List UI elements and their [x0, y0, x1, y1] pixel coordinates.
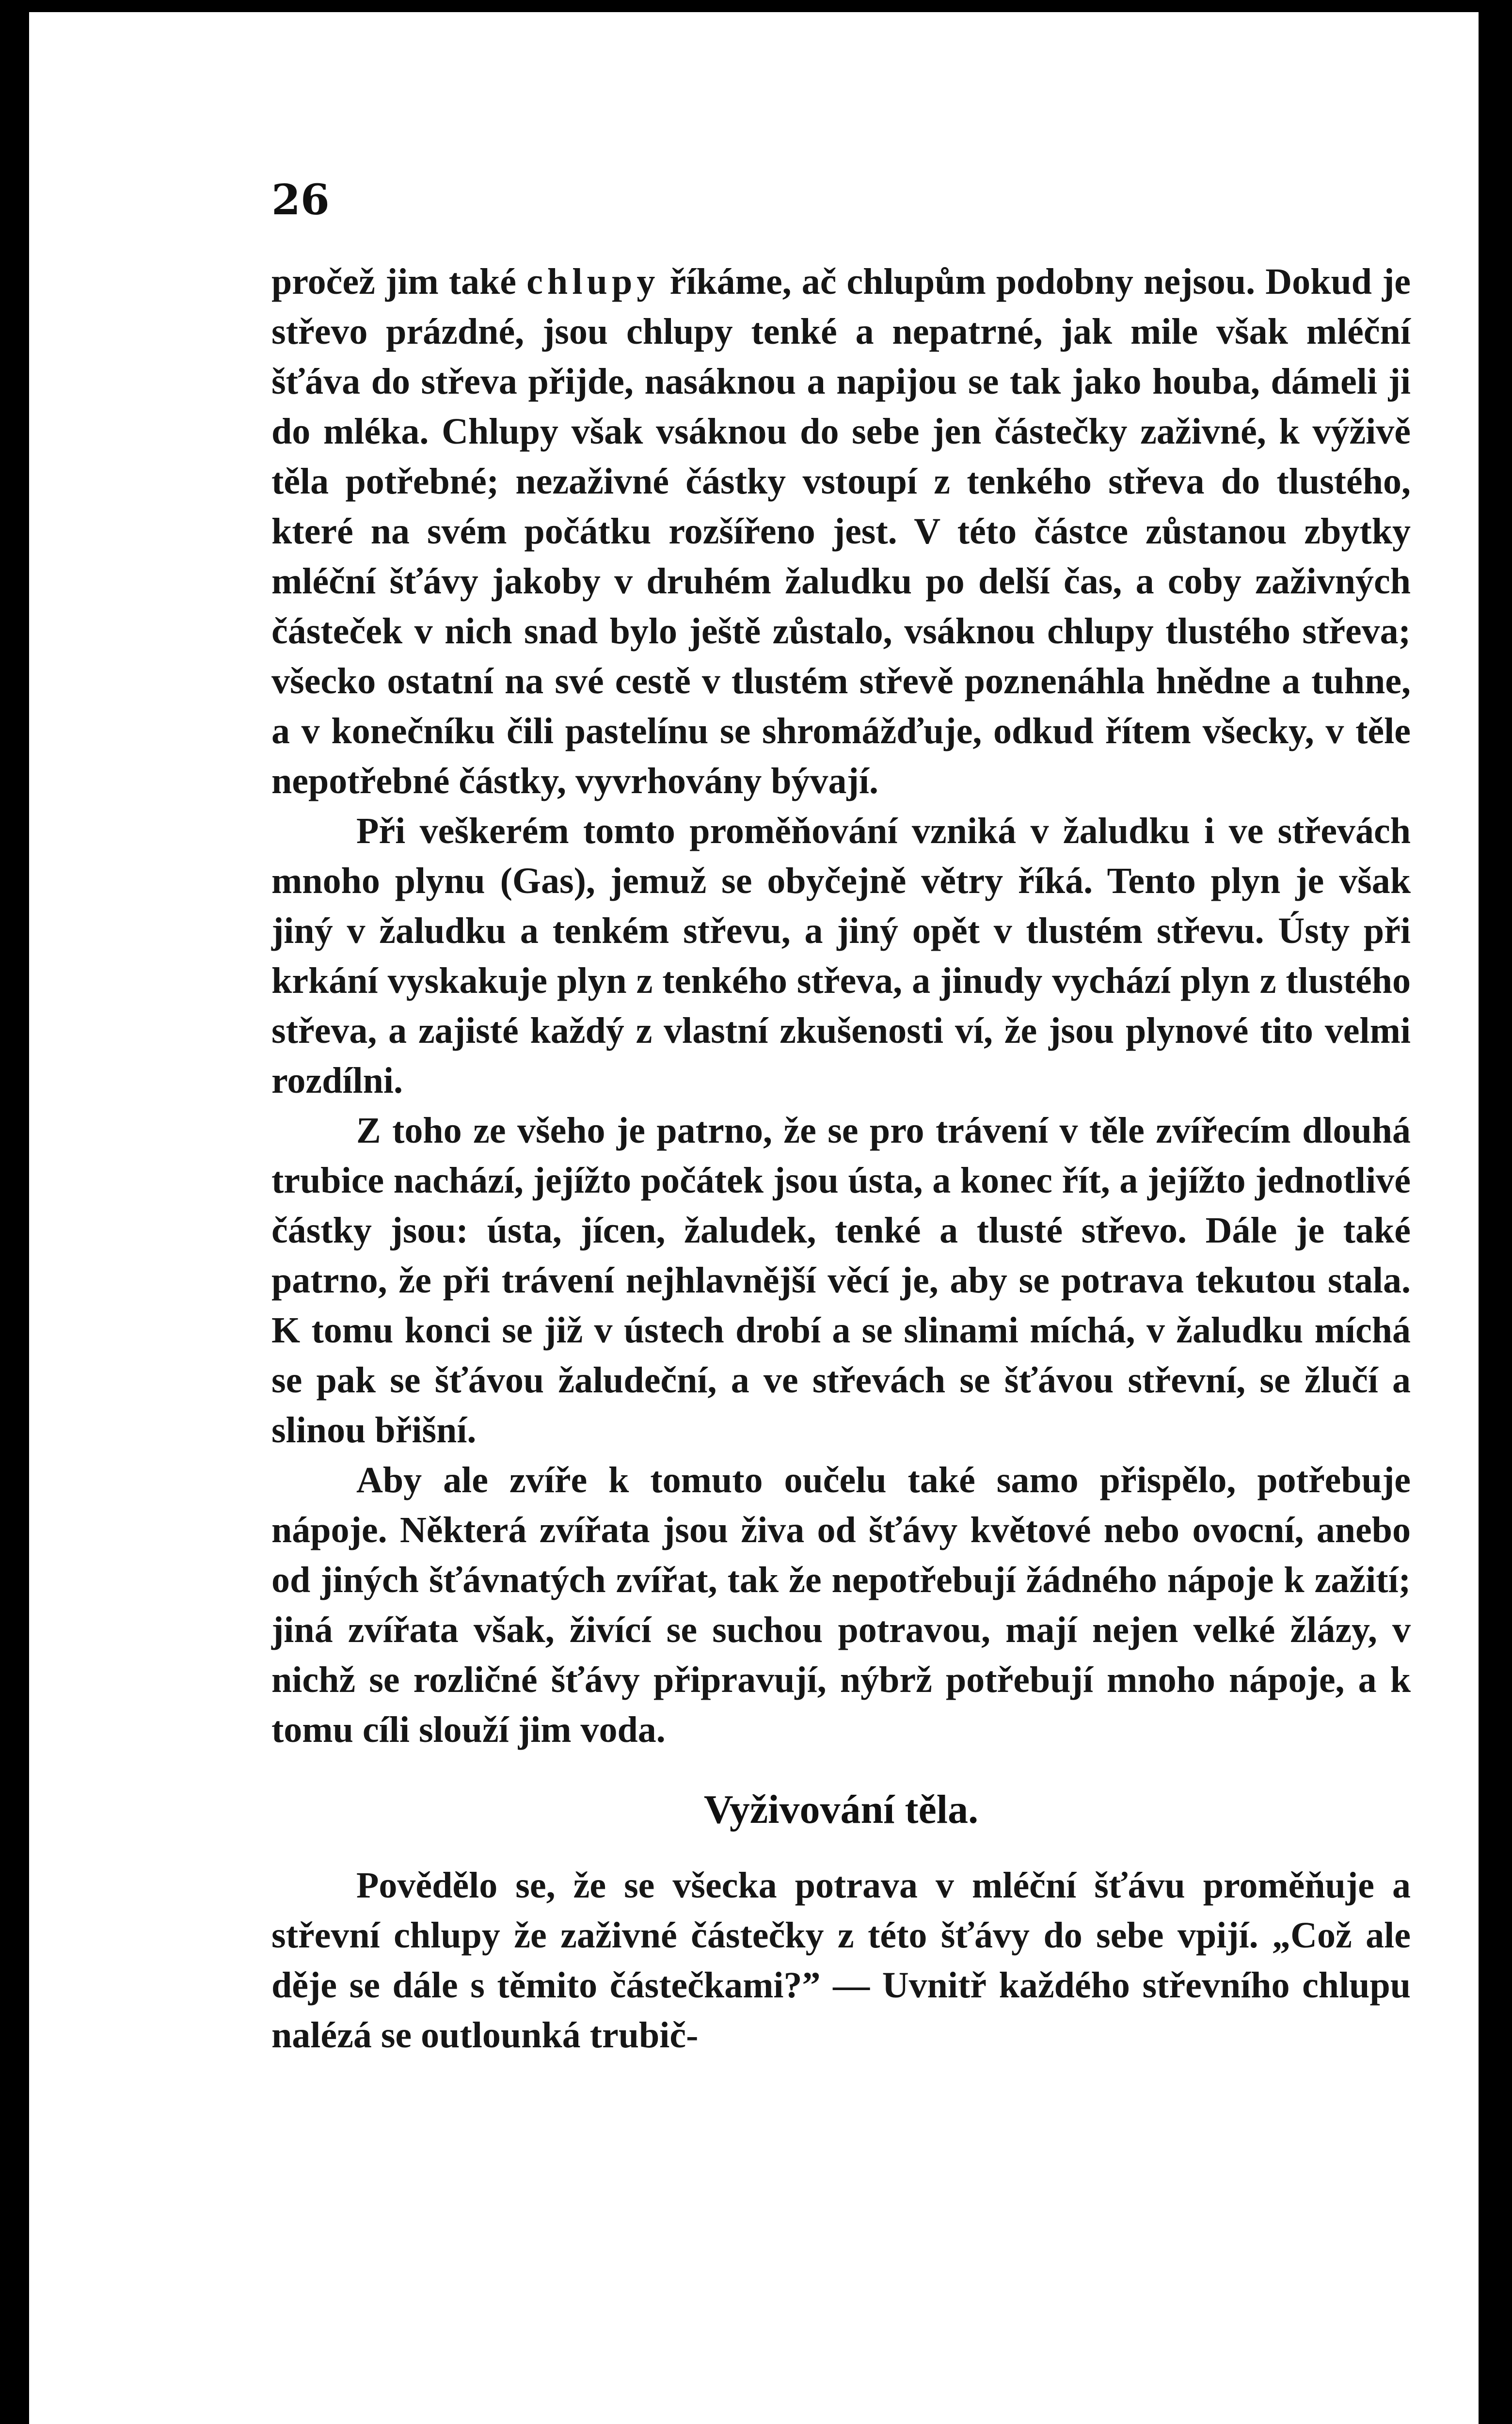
paragraph-napoje: Aby ale zvíře k tomuto oučelu také samo přispělo, potřebuje nápoje. Některá zvířata jsou živa od šťávy květové nebo ovocní, anebo od jiných šťávnatých zvířat, tak že nepotřebují žádného nápoje k zažití; jiná zvířata však, živící se suchou potravou, mají nejen velké žlázy, v nichž se rozličné šťávy připravují, nýbrž potřebují mnoho nápoje, a k tomu cíli slouží jim voda. [271, 1460, 1411, 1750]
paragraph-lead: pročež jim také [271, 261, 527, 302]
section-heading: Vyživování těla. [703, 1787, 979, 1832]
paragraph-chlupy [271, 257, 1411, 806]
emphasized-term: chlupy [526, 261, 660, 302]
page-body [271, 257, 1411, 2060]
paragraph-traveni: Z toho ze všeho je patrno, že se pro trávení v těle zvířecím dlouhá trubice nachází, jejížto počátek jsou ústa, a konec řít, a jejížto jednotlivé částky jsou: ústa, jícen, žaludek, tenké a tlusté střevo. Dále je také patrno, že při trávení nejhlavnější věcí je, aby se potrava tekutou stala. K tomu konci se již v ústech drobí a se slinami míchá, v žaludku míchá se pak se šťávou žaludeční, a ve střevách se šťávou střevní, se žlučí a slinou břišní. [271, 1110, 1411, 1451]
book-page [29, 12, 1479, 2424]
paragraph-continuation: říkáme, ač chlupům podobny nejsou. Dokud je střevo prázdné, jsou chlupy tenké a nepatrné, jak mile však mléční šťáva do střeva přijde, nasáknou a napijou se tak jako houba, dámeli ji do mléka. Chlupy však vsáknou do sebe jen částečky zaživné, k výživě těla potřebné; nezaživné částky vstoupí z tenkého střeva do tlustého, které na svém počátku rozšířeno jest. V této částce zůstanou zbytky mléční šťávy jakoby v druhém žaludku po delší čas, a coby zaživných částeček v nich snad bylo ještě zůstalo, vsáknou chlupy tlustého střeva; všecko ostatní na své cestě v tlustém střevě poznenáhla hnědne a tuhne, a v konečníku čili pastelínu se shromážďuje, odkud řítem všecky, v těle nepotřebné částky, vyvrhovány bývají. [271, 261, 1411, 801]
paragraph-vyzivovani: Povědělo se, že se všecka potrava v mléční šťávu proměňuje a střevní chlupy že zaživné částečky z této šťávy do sebe vpijí. „Což ale děje se dále s těmito částečkami?” — Uvnitř každého střevního chlupu nalézá se outlounká trubič- [271, 1865, 1411, 2056]
paragraph-plyn: Při veškerém tomto proměňování vzniká v žaludku i ve střevách mnoho plynu (Gas), jemuž se obyčejně větry říká. Tento plyn je však jiný v žaludku a tenkém střevu, a jiný opět v tlustém střevu. Ústy při krkání vyskakuje plyn z tenkého střeva, a jinudy vychází plyn z tlustého střeva, a zajisté každý z vlastní zkušenosti ví, že jsou plynové tito velmi rozdílni. [271, 811, 1411, 1101]
page-number: 26 [271, 175, 330, 224]
